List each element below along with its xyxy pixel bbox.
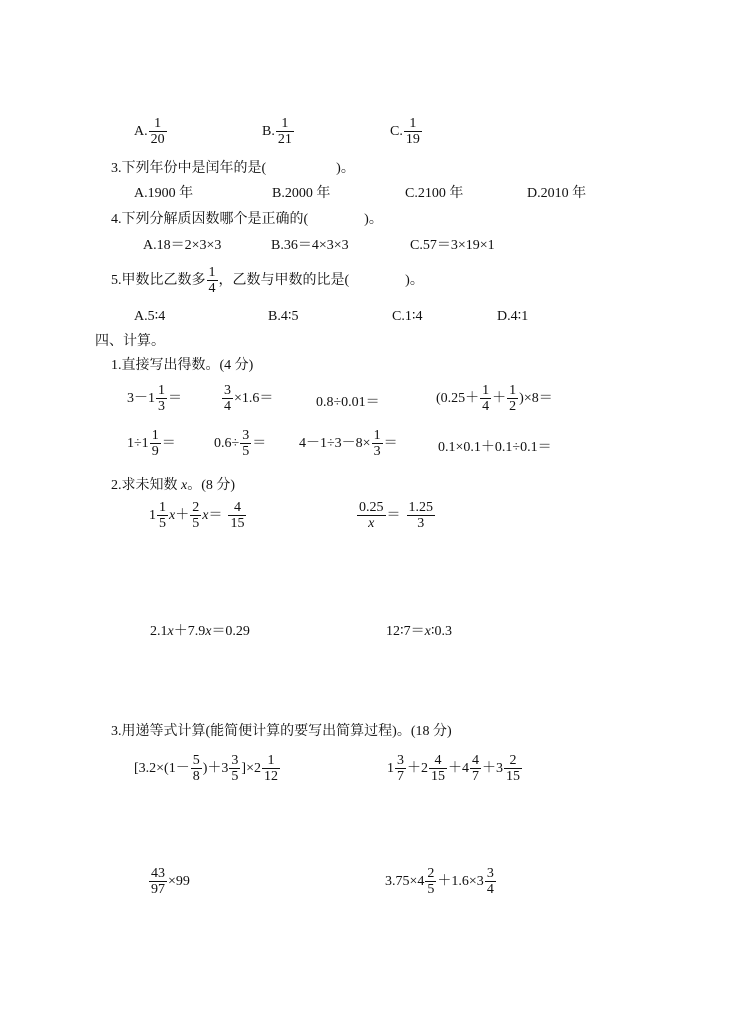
- q3-option-a: A.1900 年: [134, 186, 194, 201]
- calc3-expr-4: 3.75×4 $\frac{2}{5}$ ＋1.6×3 $\frac{3}{4}$: [385, 866, 494, 897]
- q3-option-d: D.2010 年: [527, 186, 587, 201]
- calc1-expr-6: 0.6÷ $\frac{3}{5}$ ＝: [214, 428, 267, 459]
- q3-option-b: B.2000 年: [272, 186, 331, 201]
- calc3-title: 3.用递等式计算(能简便计算的要写出简算过程)。(18 分): [111, 724, 452, 739]
- q5-option-c: C.1∶4: [392, 309, 423, 324]
- calc1-expr-1: 3－1 $\frac{1}{3}$ ＝: [127, 383, 182, 414]
- calc2-equation-3: 2.1x＋7.9x＝0.29: [150, 624, 250, 639]
- calc3-expr-2: 1 $\frac{3}{7}$ ＋2 $\frac{4}{15}$ ＋4 $\frac{4}{7}$ ＋3 $\frac{2}{15}$: [387, 753, 520, 784]
- q3-option-c: C.2100 年: [405, 186, 464, 201]
- q4-option-a: A.18＝2×3×3: [143, 238, 222, 253]
- calc1-expr-4: (0.25＋ $\frac{1}{4}$ ＋ $\frac{1}{2}$ )×8＝: [436, 383, 553, 414]
- calc3-expr-1: [3.2×(1－ $\frac{5}{8}$ )＋3 $\frac{3}{5}$ ]×2 $\frac{1}{12}$: [134, 753, 278, 784]
- section-title: 四、计算。: [95, 334, 165, 349]
- q4-option-b: B.36＝4×3×3: [271, 238, 349, 253]
- calc3-expr-3: $\frac{43}{97}$ ×99: [151, 866, 190, 897]
- calc1-expr-5: 1÷1 $\frac{1}{9}$ ＝: [127, 428, 176, 459]
- q2-option-b: B. $\frac{1}{21}$: [262, 116, 292, 147]
- calc1-expr-8: 0.1×0.1＋0.1÷0.1＝: [438, 440, 552, 455]
- calc1-expr-2: $\frac{3}{4}$ ×1.6＝: [224, 383, 274, 414]
- q5-option-d: D.4∶1: [497, 309, 529, 324]
- calc1-title: 1.直接写出得数。(4 分): [111, 358, 254, 373]
- q5-text: 5.甲数比乙数多 $\frac{1}{4}$ ，乙数与甲数的比是( )。: [111, 265, 424, 296]
- q2-option-c: C. $\frac{1}{19}$: [390, 116, 420, 147]
- q4-text: 4.下列分解质因数哪个是正确的( )。: [111, 212, 383, 227]
- calc2-equation-1: 1 $\frac{1}{5}$ x＋ $\frac{2}{5}$ x＝ $\frac{4}{15}$: [149, 500, 245, 531]
- q5-option-b: B.4∶5: [268, 309, 299, 324]
- q3-text: 3.下列年份中是闰年的是( )。: [111, 161, 355, 176]
- calc1-expr-7: 4－1÷3－8× $\frac{1}{3}$ ＝: [299, 428, 398, 459]
- calc2-equation-2: $\frac{0.25}{x}$ ＝ $\frac{1.25}{3}$: [359, 500, 433, 531]
- calc1-expr-3: 0.8÷0.01＝: [316, 395, 380, 410]
- q5-option-a: A.5∶4: [134, 309, 166, 324]
- calc2-title: 2.求未知数 x。(8 分): [111, 478, 236, 493]
- calc2-equation-4: 12∶7＝x∶0.3: [386, 624, 453, 639]
- q2-option-a: A. $\frac{1}{20}$: [134, 116, 165, 147]
- q4-option-c: C.57＝3×19×1: [410, 238, 495, 253]
